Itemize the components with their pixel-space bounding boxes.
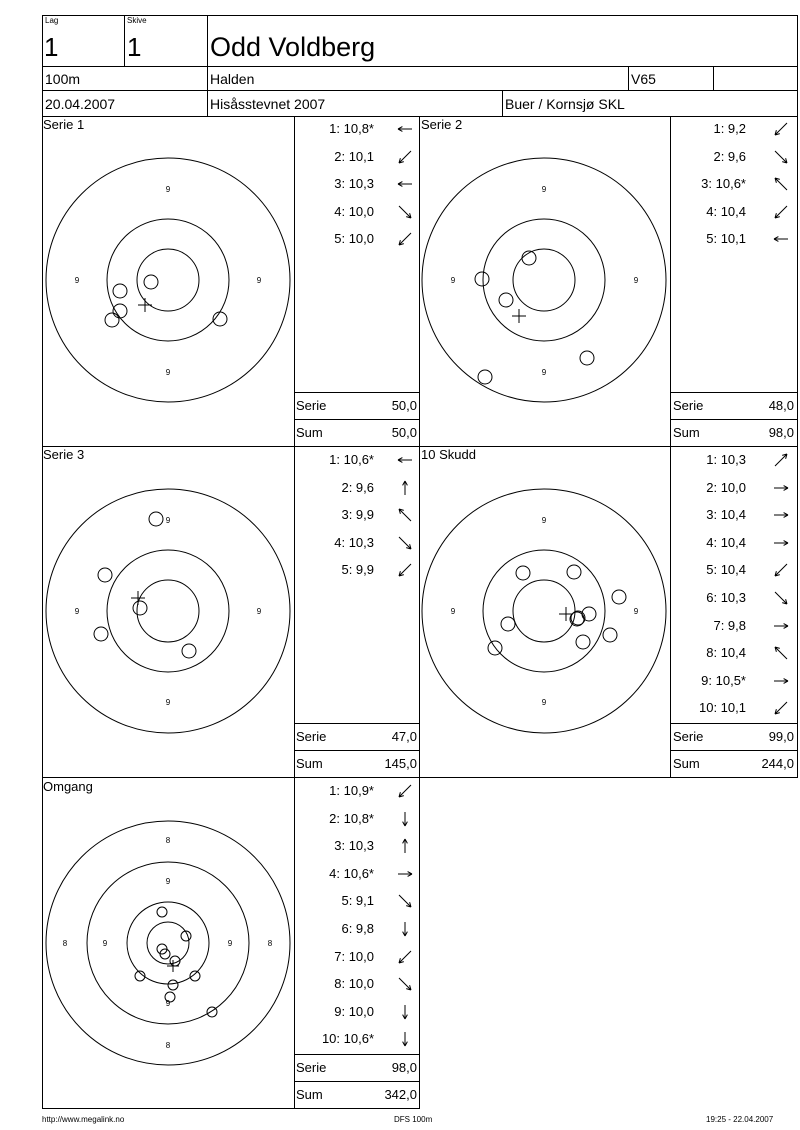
shot-hole [133, 601, 147, 615]
ring-label: 9 [74, 607, 80, 616]
sum-label: Sum [296, 756, 323, 771]
shot-hole [182, 644, 196, 658]
right-border [797, 116, 798, 778]
shot-label: 2: 9,6 [341, 479, 374, 495]
shot-label: 5: 10,0 [334, 231, 374, 247]
shot-direction-down-icon [394, 1004, 416, 1020]
shot-label: 2: 10,8* [329, 810, 374, 826]
shot-direction-left-icon [394, 452, 416, 468]
shot-label: 1: 10,8* [329, 121, 374, 136]
lag-label: Lag [45, 16, 59, 25]
shot-direction-up-left-icon [770, 176, 792, 192]
skive-label: Skive [127, 16, 147, 25]
shot-label: 1: 10,3 [706, 452, 746, 467]
shot-direction-right-icon [770, 480, 792, 496]
shot-direction-right-icon [770, 618, 792, 634]
shot-label: 3: 10,3 [334, 838, 374, 854]
shot-label: 4: 10,4 [706, 534, 746, 550]
ring-label: 9 [165, 999, 171, 1008]
shot-label: 4: 10,6* [329, 865, 374, 881]
shot-hole [149, 512, 163, 526]
shot-label: 8: 10,0 [334, 976, 374, 992]
shot-direction-down-right-icon [770, 590, 792, 606]
ring-label: 8 [165, 836, 171, 845]
sum-label: Sum [673, 425, 700, 440]
serie-value: 99,0 [768, 729, 794, 744]
shot-direction-down-left-icon [394, 149, 416, 165]
shot-label: 4: 10,3 [334, 534, 374, 550]
shot-label: 6: 10,3 [706, 590, 746, 605]
shot-label: 3: 10,3 [334, 176, 374, 192]
shot-hole [567, 565, 581, 579]
s2-sum-line [670, 419, 798, 420]
shot-hole [576, 635, 590, 649]
shot-direction-up-right-icon [770, 452, 792, 468]
shot-direction-down-right-icon [394, 204, 416, 220]
shot-direction-down-icon [394, 811, 416, 827]
shot-label: 6: 9,8 [341, 921, 374, 936]
shot-direction-down-left-icon [770, 700, 792, 716]
shot-direction-down-left-icon [394, 949, 416, 965]
shot-hole [105, 313, 119, 327]
ring-outer [422, 158, 666, 402]
header-col-divider-d [713, 66, 714, 91]
serie-label: Serie [673, 398, 704, 413]
shot-direction-down-left-icon [770, 204, 792, 220]
shot-label: 3: 9,9 [341, 507, 374, 523]
s5-sum-line [294, 1081, 420, 1082]
shot-direction-down-left-icon [770, 562, 792, 578]
venue: Buer / Kornsjø SKL [505, 96, 625, 112]
header-col-divider-c [628, 66, 629, 91]
shot-direction-up-icon [394, 480, 416, 496]
ring-ten [137, 249, 199, 311]
shot-direction-up-icon [394, 838, 416, 854]
shot-direction-down-icon [394, 921, 416, 937]
header-col-divider-b [207, 15, 208, 117]
panel-title-serie2: Serie 2 [421, 117, 463, 132]
shot-direction-left-icon [394, 121, 416, 137]
sum-label: Sum [296, 1087, 323, 1102]
ring-label: 9 [541, 368, 547, 377]
shot-label: 7: 10,0 [334, 948, 374, 964]
shot-direction-down-right-icon [394, 976, 416, 992]
ring-label: 9 [450, 276, 456, 285]
shot-direction-down-right-icon [394, 893, 416, 909]
center-col-line [419, 116, 420, 1109]
header-col-divider-a [124, 15, 125, 67]
header-col-divider-e [502, 90, 503, 117]
shot-label: 8: 10,4 [706, 645, 746, 661]
ring-label: 9 [165, 368, 171, 377]
ring-label: 9 [165, 516, 171, 525]
right-score-col-line [670, 116, 671, 778]
ring-label: 9 [165, 877, 171, 886]
s4-sum-line [670, 750, 798, 751]
ring-label: 9 [165, 698, 171, 707]
panel-title-serie3: Serie 3 [43, 447, 85, 462]
footer-timestamp: 19:25 - 22.04.2007 [706, 1115, 774, 1124]
footer-url: http://www.megalink.no [42, 1115, 125, 1124]
shot-hole [113, 284, 127, 298]
serie-value: 47,0 [391, 729, 417, 744]
shot-hole [475, 272, 489, 286]
skive-value: 1 [127, 32, 142, 62]
ring-label: 8 [267, 939, 273, 948]
border-bottom [42, 1108, 420, 1109]
shot-label: 5: 10,4 [706, 562, 746, 578]
ring-outer [422, 489, 666, 733]
shot-label: 1: 9,2 [713, 121, 746, 136]
shot-hole [168, 980, 178, 990]
panel-title-serie1: Serie 1 [43, 117, 85, 132]
shot-label: 2: 10,1 [334, 148, 374, 164]
ring-label: 9 [541, 516, 547, 525]
date: 20.04.2007 [45, 96, 116, 112]
ring-label: 8 [62, 939, 68, 948]
ring-inner [107, 550, 229, 672]
shot-label: 1: 10,9* [329, 783, 374, 798]
shot-label: 7: 9,8 [713, 617, 746, 633]
class: V65 [631, 71, 656, 87]
s3-serie-line [294, 723, 420, 724]
ring-inner [483, 219, 605, 341]
shot-label: 3: 10,4 [706, 507, 746, 523]
shot-label: 2: 10,0 [706, 479, 746, 495]
shot-direction-down-right-icon [394, 535, 416, 551]
sum-value: 50,0 [391, 425, 417, 440]
club: Halden [210, 71, 255, 87]
ring-label: 9 [541, 185, 547, 194]
panel-title-10skudd: 10 Skudd [421, 447, 476, 462]
ring-label: 9 [633, 276, 639, 285]
s5-serie-line [294, 1054, 420, 1055]
shot-hole [603, 628, 617, 642]
shot-label: 3: 10,6* [701, 176, 746, 192]
distance: 100m [45, 71, 81, 87]
shot-direction-down-left-icon [394, 231, 416, 247]
s3-sum-line [294, 750, 420, 751]
event-name: Hisåsstevnet 2007 [210, 96, 326, 112]
shot-hole [157, 907, 167, 917]
ring-label: 9 [227, 939, 233, 948]
shot-direction-up-left-icon [770, 645, 792, 661]
s4-serie-line [670, 723, 798, 724]
left-score-col-line [294, 116, 295, 1109]
sum-value: 98,0 [768, 425, 794, 440]
target-omgang [43, 778, 294, 1108]
shot-direction-right-icon [770, 673, 792, 689]
sum-label: Sum [673, 756, 700, 771]
serie-label: Serie [673, 729, 704, 744]
sum-value: 342,0 [384, 1087, 417, 1102]
ring-label: 9 [74, 276, 80, 285]
shot-label: 5: 9,1 [341, 893, 374, 909]
ring-outer [46, 158, 290, 402]
sum-value: 244,0 [761, 756, 794, 771]
sum-value: 145,0 [384, 756, 417, 771]
ring-label: 9 [541, 698, 547, 707]
s1-serie-line [294, 392, 420, 393]
s1-sum-line [294, 419, 420, 420]
target-serie3 [43, 447, 294, 777]
target-serie2 [421, 117, 670, 447]
shot-direction-up-left-icon [394, 507, 416, 523]
shot-hole [98, 568, 112, 582]
shot-hole [580, 351, 594, 365]
shot-direction-down-left-icon [394, 783, 416, 799]
ring-label: 9 [165, 185, 171, 194]
serie-label: Serie [296, 729, 327, 744]
ring-label: 9 [450, 607, 456, 616]
shot-hole [612, 590, 626, 604]
ring-outer [46, 821, 290, 1065]
serie-label: Serie [296, 1060, 327, 1075]
shot-direction-right-icon [770, 535, 792, 551]
target-serie1 [43, 117, 294, 447]
lag-value: 1 [44, 32, 59, 62]
header-divider-1 [42, 66, 798, 67]
border-top [42, 15, 798, 16]
shot-label: 4: 10,4 [706, 203, 746, 219]
ring-label: 9 [256, 276, 262, 285]
shot-direction-right-icon [394, 866, 416, 882]
shot-hole [94, 627, 108, 641]
ring-label: 9 [102, 939, 108, 948]
serie-value: 98,0 [391, 1060, 417, 1075]
footer-program: DFS 100m [394, 1115, 433, 1124]
shot-hole [501, 617, 515, 631]
shot-label: 2: 9,6 [713, 148, 746, 164]
shot-direction-left-icon [770, 231, 792, 247]
shot-hole [144, 275, 158, 289]
sum-label: Sum [296, 425, 323, 440]
header-divider-2 [42, 90, 798, 91]
group-center-mark [138, 298, 152, 312]
shot-direction-down-icon [394, 1031, 416, 1047]
ring-label: 9 [633, 607, 639, 616]
shot-label: 5: 10,1 [706, 231, 746, 247]
serie-value: 48,0 [768, 398, 794, 413]
shot-direction-down-right-icon [770, 149, 792, 165]
ring-label: 9 [256, 607, 262, 616]
shot-hole [478, 370, 492, 384]
shot-direction-right-icon [770, 507, 792, 523]
shot-label: 5: 9,9 [341, 562, 374, 578]
ring-outer [46, 489, 290, 733]
shot-label: 10: 10,1 [699, 700, 746, 716]
shot-direction-down-left-icon [394, 562, 416, 578]
serie-value: 50,0 [391, 398, 417, 413]
serie-label: Serie [296, 398, 327, 413]
shot-label: 9: 10,5* [701, 672, 746, 688]
shot-label: 4: 10,0 [334, 203, 374, 219]
shot-hole [499, 293, 513, 307]
ring-inner [107, 219, 229, 341]
ring-inner [483, 550, 605, 672]
ring-label: 8 [165, 1041, 171, 1050]
shot-direction-left-icon [394, 176, 416, 192]
target-10skudd [421, 447, 670, 777]
shot-hole [516, 566, 530, 580]
border-right-header [797, 15, 798, 117]
shot-hole [207, 1007, 217, 1017]
group-center-mark [512, 309, 526, 323]
panel-title-omgang: Omgang [43, 779, 93, 794]
shot-label: 1: 10,6* [329, 452, 374, 467]
shooter-name: Odd Voldberg [210, 32, 376, 62]
shot-label: 10: 10,6* [321, 1031, 374, 1047]
shot-label: 9: 10,0 [334, 1003, 374, 1019]
s2-serie-line [670, 392, 798, 393]
shot-direction-down-left-icon [770, 121, 792, 137]
